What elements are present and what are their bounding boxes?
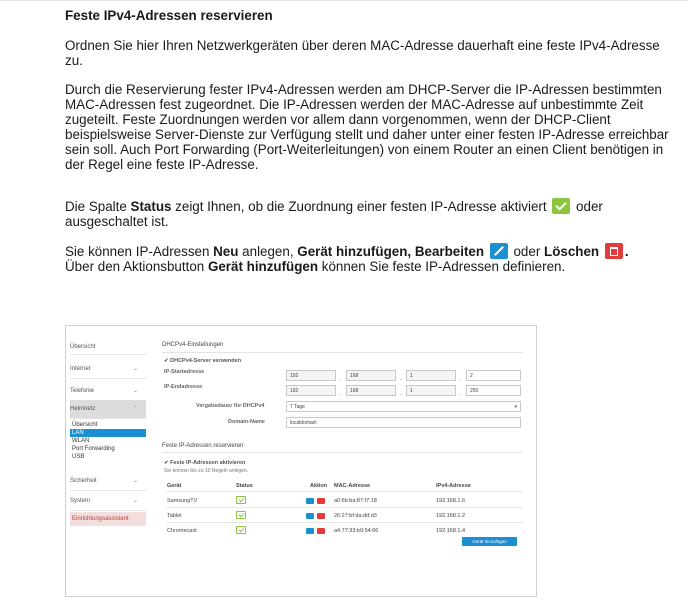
row-ip: 192.168.1.2 xyxy=(436,513,466,519)
row-device: Tablet xyxy=(167,513,182,519)
rules-note: Sie können bis zu 10 Regeln anlegen. xyxy=(164,468,249,474)
dot: . xyxy=(400,376,402,382)
actions-paragraph: Sie können IP-Adressen Neu anlegen, Gerät hinzufügen, Bearbeiten oder Löschen . Über den Aktionsbutton Gerät hinzufügen können Sie feste IP-Adressen definieren. xyxy=(65,244,629,274)
divider xyxy=(166,522,523,523)
start-address-label: IP-Startadresse xyxy=(164,369,205,375)
domain-input[interactable]: localdomain xyxy=(286,417,521,428)
delete-icon[interactable] xyxy=(317,498,325,504)
sidebar-item-internet[interactable]: Internet ⌄ xyxy=(70,360,146,379)
sidebar-item-security[interactable]: Sicherheit ⌄ xyxy=(70,472,146,491)
sidebar-sub-overview[interactable]: Übersicht xyxy=(72,422,98,428)
chevron-down-icon: ⌄ xyxy=(132,388,138,394)
divider xyxy=(162,352,523,353)
end-octet-3[interactable]: 1 xyxy=(406,385,456,396)
dhcp-section-title: DHCPv4-Einstellungen xyxy=(162,342,224,348)
dot: . xyxy=(460,391,462,397)
page-heading: Feste IPv4-Adressen reservieren xyxy=(65,8,273,23)
col-status: Status xyxy=(236,483,253,489)
top-divider xyxy=(0,0,688,1)
row-device: SamsungTV xyxy=(167,498,198,504)
lease-label: Vergabedauer für DHCPv4 xyxy=(196,403,265,409)
edit-icon xyxy=(490,243,508,259)
dot: . xyxy=(340,391,342,397)
delete-icon[interactable] xyxy=(317,513,325,519)
chevron-down-icon: ⌄ xyxy=(132,478,138,484)
setup-assistant-button[interactable]: Einrichtungsassistent xyxy=(70,512,146,526)
divider xyxy=(162,452,523,453)
intro-paragraph: Ordnen Sie hier Ihren Netzwerkgeräten über deren MAC-Adresse dauerhaft eine feste IPv4-Adresse zu. xyxy=(65,38,660,68)
add-device-button[interactable]: Gerät hinzufügen xyxy=(462,537,517,546)
end-octet-2[interactable]: 168 xyxy=(346,385,396,396)
divider xyxy=(166,491,523,492)
row-ip: 192.168.1.6 xyxy=(436,498,466,504)
status-active-icon[interactable] xyxy=(236,526,246,534)
chevron-down-icon: ⌄ xyxy=(132,366,138,372)
divider xyxy=(166,507,523,508)
sidebar-sub-lan[interactable]: LAN xyxy=(70,429,146,437)
status-paragraph: Die Spalte Status zeigt Ihnen, ob die Zuordnung einer festen IP-Adresse aktiviert oder ausgeschaltet ist. xyxy=(65,199,603,229)
sidebar-item-system[interactable]: System ⌄ xyxy=(70,492,146,511)
edit-icon[interactable] xyxy=(306,528,314,534)
sidebar-item-home-network[interactable]: Heimnetz ⌃ xyxy=(70,400,146,419)
status-active-icon xyxy=(552,198,570,214)
dhcp-server-checkbox[interactable]: ✔ DHCPv4-Server verwenden xyxy=(164,358,241,364)
start-octet-2[interactable]: 168 xyxy=(346,370,396,381)
sidebar-sub-usb[interactable]: USB xyxy=(72,454,85,460)
dot: . xyxy=(340,376,342,382)
sidebar-sub-wlan[interactable]: WLAN xyxy=(72,438,90,444)
fixed-ip-checkbox[interactable]: ✔ Feste IP-Adressen aktivieren xyxy=(164,460,245,466)
row-ip: 192.168.1.4 xyxy=(436,528,466,534)
status-active-icon[interactable] xyxy=(236,496,246,504)
lease-select[interactable]: 7 Tage ▾ xyxy=(286,401,521,412)
end-octet-4[interactable]: 250 xyxy=(466,385,521,396)
end-octet-1[interactable]: 192 xyxy=(286,385,336,396)
sidebar xyxy=(66,326,147,596)
col-device: Gerät xyxy=(167,483,182,489)
chevron-down-icon: ▾ xyxy=(514,404,517,410)
edit-icon[interactable] xyxy=(306,513,314,519)
edit-icon[interactable] xyxy=(306,498,314,504)
sidebar-sub-port-forwarding[interactable]: Port Forwarding xyxy=(72,446,115,452)
start-octet-1[interactable]: 192 xyxy=(286,370,336,381)
row-mac: a4:77:33:b0:54:66 xyxy=(334,528,379,534)
chevron-up-icon: ⌃ xyxy=(132,406,138,412)
fixed-ip-section-title: Feste IP-Adressen reservieren xyxy=(162,443,244,449)
chevron-down-icon: ⌄ xyxy=(132,498,138,504)
delete-icon xyxy=(605,243,623,259)
domain-label: Domain-Name xyxy=(228,419,265,425)
status-active-icon[interactable] xyxy=(236,511,246,519)
end-address-label: IP-Endadresse xyxy=(164,384,203,390)
start-octet-4[interactable]: 2 xyxy=(466,370,521,381)
sidebar-item-overview[interactable]: Übersicht xyxy=(70,340,146,355)
sidebar-item-telephony[interactable]: Telefonie ⌄ xyxy=(70,382,146,401)
start-octet-3[interactable]: 1 xyxy=(406,370,456,381)
col-ipv4: IPv4-Adresse xyxy=(436,483,471,489)
explanation-paragraph: Durch die Reservierung fester IPv4-Adressen werden am DHCP-Server die IP-Adressen bestimmten MAC-Adressen fest zugeordnet. Die IP-Adressen werden der MAC-Adresse auf unbestimmte Zeit zugeteilt. Feste Zuordnungen werden vor allem dann vorgenommen, wenn der DHCP-Client beispielsweise Server-Dienste zur Verfügung stellt und daher unter einer festen IP-Adresse erreichbar sein soll. Auch Port Forwarding (Port-Weiterleitungen) von einem Router an einen Client benötigen in der Regel eine feste IP-Adresse. xyxy=(65,82,669,172)
col-action: Aktion xyxy=(310,483,328,489)
row-device: Chromecast xyxy=(167,528,197,534)
col-mac: MAC-Adresse xyxy=(334,483,371,489)
row-mac: 26:27:bf:da:dd:d3 xyxy=(334,513,377,519)
delete-icon[interactable] xyxy=(317,528,325,534)
dot: . xyxy=(460,376,462,382)
row-mac: a0:6b:ba:87:f7:18 xyxy=(334,498,377,504)
document-body xyxy=(65,8,677,288)
dot: . xyxy=(400,391,402,397)
router-ui-screenshot xyxy=(65,325,537,597)
